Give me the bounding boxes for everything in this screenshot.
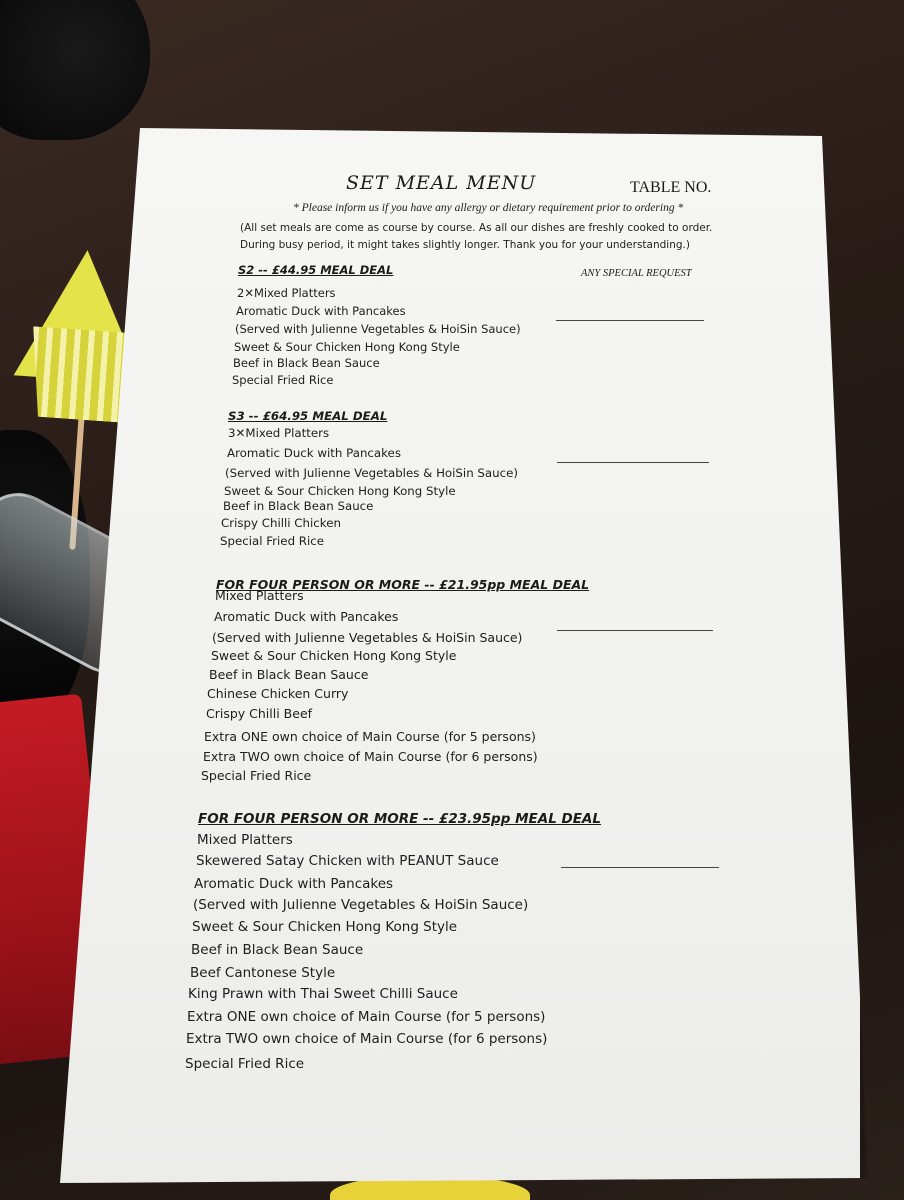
notice-line: (All set meals are come as course by course. As all our dishes are freshly cooked to order. [240,222,713,234]
menu-item: Extra ONE own choice of Main Course (for 5 persons) [204,729,536,744]
menu-item: Beef in Black Bean Sauce [209,667,369,682]
menu-item: Crispy Chilli Beef [206,706,313,721]
menu-item: Special Fried Rice [220,534,325,548]
menu-item: King Prawn with Thai Sweet Chilli Sauce [188,986,458,1002]
menu-item: Beef in Black Bean Sauce [223,499,374,513]
special-request-line [557,462,709,463]
menu-item: (Served with Julienne Vegetables & HoiSin Sauce) [193,897,529,913]
special-request-line [557,630,713,631]
menu-item: Mixed Platters [197,832,293,848]
menu-item: Special Fried Rice [232,373,334,387]
menu-item: Aromatic Duck with Pancakes [227,446,401,460]
menu-item: 3✕Mixed Platters [228,426,330,440]
menu-item: Special Fried Rice [201,768,312,783]
special-request-label: ANY SPECIAL REQUEST [581,268,692,279]
table-number-label: TABLE NO. [630,179,712,196]
menu-title: SET MEAL MENU [346,172,537,194]
menu-item: Aromatic Duck with Pancakes [194,876,394,892]
notice-line: During busy period, it might takes slightly longer. Thank you for your understanding.) [240,239,690,251]
deal-title: S3 -- £64.95 MEAL DEAL [228,409,388,423]
menu-item: Beef in Black Bean Sauce [233,356,380,370]
menu-item: Beef Cantonese Style [190,965,336,981]
menu-item: Chinese Chicken Curry [207,686,349,701]
deal-title: FOR FOUR PERSON OR MORE -- £23.95pp MEAL DEAL [198,811,601,827]
menu-item: 2✕Mixed Platters [237,286,336,300]
allergy-notice: * Please inform us if you have any allergy or dietary requirement prior to ordering * [293,202,684,214]
menu-item: Sweet & Sour Chicken Hong Kong Style [192,919,458,935]
menu-item: Aromatic Duck with Pancakes [214,609,399,624]
menu-item: Extra TWO own choice of Main Course (for 6 persons) [203,749,538,764]
special-request-line [561,867,719,868]
menu-item: (Served with Julienne Vegetables & HoiSin Sauce) [225,466,518,480]
menu-item: (Served with Julienne Vegetables & HoiSin Sauce) [235,322,521,336]
menu-item: (Served with Julienne Vegetables & HoiSin Sauce) [212,630,523,645]
menu-item: Beef in Black Bean Sauce [191,942,364,958]
deal-title: FOR FOUR PERSON OR MORE -- £21.95pp MEAL DEAL [216,577,590,592]
menu-item: Sweet & Sour Chicken Hong Kong Style [234,340,460,354]
menu-item: Sweet & Sour Chicken Hong Kong Style [224,484,456,498]
menu-item: Special Fried Rice [185,1056,305,1072]
menu-item: Extra TWO own choice of Main Course (for 6 persons) [186,1031,548,1047]
special-request-line [556,320,704,321]
menu-item: Skewered Satay Chicken with PEANUT Sauce [196,853,499,869]
menu-item: Sweet & Sour Chicken Hong Kong Style [211,648,457,663]
menu-item: Mixed Platters [215,588,304,603]
menu-item: Extra ONE own choice of Main Course (for 5 persons) [187,1009,546,1025]
deal-title: S2 -- £44.95 MEAL DEAL [238,263,394,277]
menu-item: Aromatic Duck with Pancakes [236,304,406,318]
menu-item: Crispy Chilli Chicken [221,516,341,530]
